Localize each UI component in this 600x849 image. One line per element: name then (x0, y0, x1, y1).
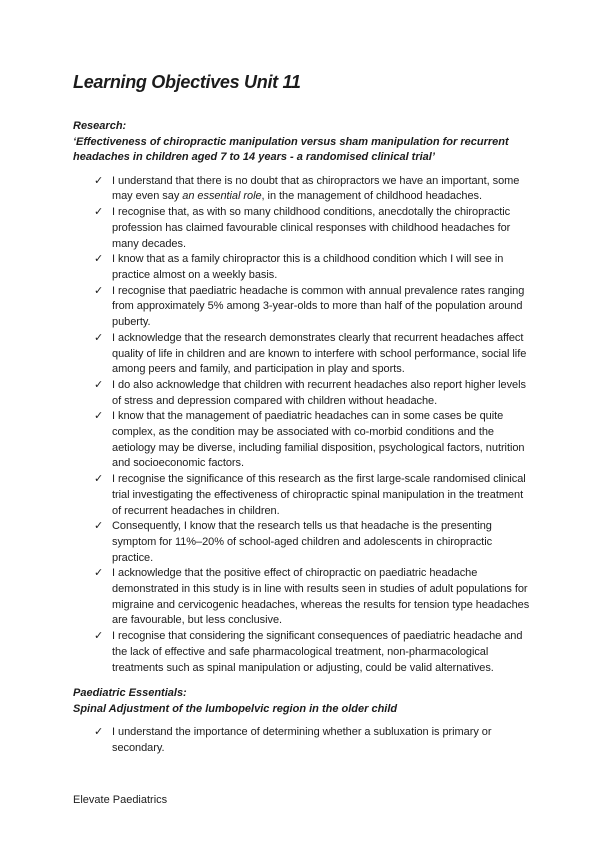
checklist-item-text: I recognise that, as with so many childhood conditions, anecdotally the chiropractic profession has claimed favourable clinical responses with childhood headaches for many decades. (112, 206, 511, 250)
checklist-item (73, 174, 530, 205)
checklist-item (73, 252, 530, 283)
paediatric-essentials-section (73, 686, 530, 757)
paediatric-essentials-subheading: Spinal Adjustment of the lumbopelvic region in the older child (73, 702, 398, 715)
checklist-item-text: Consequently, I know that the research tells us that headache is the presenting symptom for 11%–20% of school-aged children and adolescents in chiropractic practice. (112, 520, 493, 564)
checklist-item-text: I know that the management of paediatric headaches can in some cases be quite complex, as the condition may be associated with co-morbid conditions and the aetiology may be diverse, including familial disposition, psychological factors, nutrition and socioeconomic factors. (112, 410, 525, 470)
checklist-item (73, 284, 530, 331)
checkmark-icon: ✓ (94, 378, 104, 391)
checklist-item (73, 378, 530, 409)
checkmark-icon: ✓ (94, 473, 104, 486)
checkmark-icon: ✓ (94, 520, 104, 533)
footer-text: Elevate Paediatrics (73, 794, 168, 806)
checkmark-icon: ✓ (94, 726, 104, 739)
research-checklist (73, 174, 530, 677)
checkmark-icon: ✓ (94, 284, 104, 297)
checklist-item (73, 725, 530, 756)
checklist-item (73, 331, 530, 378)
checklist-item-text: I do also acknowledge that children with recurrent headaches also report higher levels of stress and depression compared with children without headache. (112, 378, 526, 407)
checklist-item (73, 566, 530, 629)
research-section (73, 119, 530, 676)
checkmark-icon: ✓ (94, 630, 104, 643)
checkmark-icon: ✓ (94, 206, 104, 219)
page-title: Learning Objectives Unit 11 (73, 72, 301, 92)
paediatric-essentials-heading: Paediatric Essentials: (73, 687, 187, 700)
checklist-item-text: I recognise that considering the significant consequences of paediatric headache and the lack of effective and safe pharmacological treatment, non-pharmacological treatments such as spinal manipulation or adjusting, could be valid alternatives. (112, 630, 523, 674)
checklist-item-text: I understand that there is no doubt that as chiropractors we have an important, some may even say an essential role, in the management of childhood headaches. (112, 174, 520, 203)
checkmark-icon: ✓ (94, 410, 104, 423)
checkmark-icon: ✓ (94, 174, 104, 187)
checklist-item (73, 629, 530, 676)
checklist-item-text: I acknowledge that the research demonstrates clearly that recurrent headaches affect quality of life in children and are known to interfere with school performance, social life among peers and family, and participation in play and sports. (112, 331, 527, 376)
checklist-item (73, 205, 530, 252)
checklist-item-text: I acknowledge that the positive effect of chiropractic on paediatric headache demonstrated in this study is in line with results seen in studies of adult populations for migraine and cervicogenic headaches, whereas the results for tension type headaches are favourable, but less conclusive. (112, 567, 530, 627)
checkmark-icon: ✓ (94, 253, 104, 266)
checklist-item-text: I recognise that paediatric headache is common with annual prevalence rates ranging from approximately 5% among 3-year-olds to more than half of the population around puberty. (112, 284, 525, 329)
checklist-item-text: I know that as a family chiropractor this is a childhood condition which I will see in practice almost on a weekly basis. (112, 253, 504, 281)
checklist-item (73, 472, 530, 519)
checklist-item (73, 519, 530, 566)
study-title: ‘Effectiveness of chiropractic manipulation versus sham manipulation for recurrent headaches in children aged 7 to 14 years - a randomised clinical trial’ (73, 135, 509, 164)
checklist-item-text: I understand the importance of determining whether a subluxation is primary or secondary. (112, 726, 492, 755)
checklist-item (73, 409, 530, 472)
checkmark-icon: ✓ (94, 331, 104, 344)
paediatric-essentials-checklist (73, 725, 530, 756)
checklist-item-text: I recognise the significance of this research as the first large-scale randomised clinical trial investigating the effectiveness of chiropractic spinal manipulation in the treatment of recurrent headaches in children. (112, 473, 526, 517)
checkmark-icon: ✓ (94, 567, 104, 580)
research-heading: Research: (73, 120, 127, 132)
